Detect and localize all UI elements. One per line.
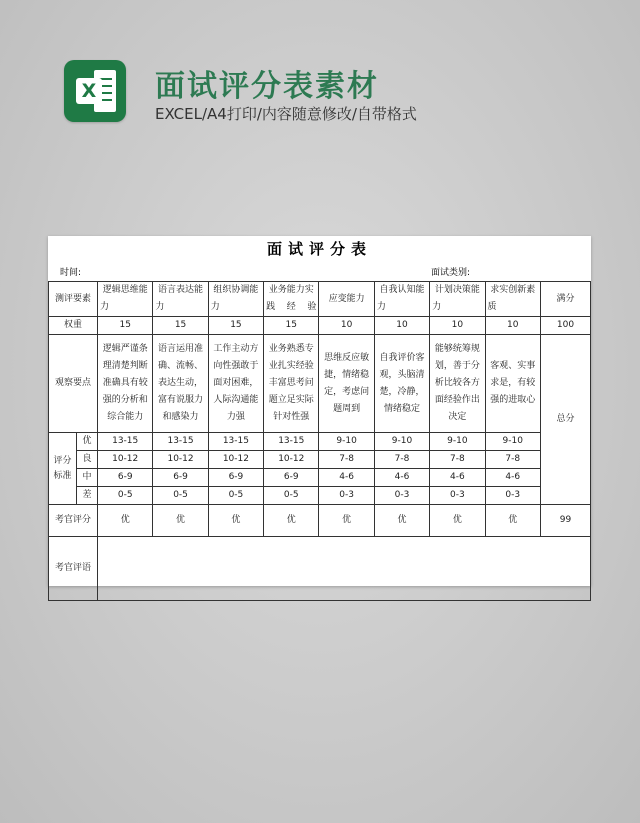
spreadsheet-preview bbox=[48, 236, 591, 586]
grade-range-cell: 9-10 bbox=[430, 433, 485, 451]
observation-cell: 客观、实事求是，有较强的进取心 bbox=[485, 335, 540, 433]
grade-range-cell: 6-9 bbox=[98, 469, 153, 487]
grade-range-cell: 7-8 bbox=[485, 451, 540, 469]
grade-row bbox=[49, 487, 591, 505]
grade-range-cell: 0-5 bbox=[153, 487, 208, 505]
observation-cell: 业务熟悉专业扎实经验丰富思考问题立足实际针对性强 bbox=[264, 335, 319, 433]
sheet-title: 面试评分表 bbox=[266, 240, 372, 258]
factor-cell: 计划决策能 力 bbox=[430, 282, 485, 317]
excel-letter: X bbox=[76, 78, 102, 104]
grade-range-cell: 10-12 bbox=[98, 451, 153, 469]
grade-range-cell: 10-12 bbox=[153, 451, 208, 469]
factor-cell: 语言表达能 力 bbox=[153, 282, 208, 317]
score-table bbox=[48, 281, 591, 601]
grade-range-cell: 0-3 bbox=[319, 487, 374, 505]
grade-range-cell: 7-8 bbox=[319, 451, 374, 469]
full-score-label: 满分 bbox=[541, 282, 591, 317]
grade-range-cell: 13-15 bbox=[264, 433, 319, 451]
grade-range-cell: 7-8 bbox=[374, 451, 429, 469]
page-subtitle: EXCEL/A4打印/内容随意修改/自带格式 bbox=[155, 105, 417, 123]
grade-range-cell: 7-8 bbox=[430, 451, 485, 469]
grade-range-cell: 0-3 bbox=[430, 487, 485, 505]
total-label: 总分 bbox=[541, 335, 591, 505]
grade-range-cell: 13-15 bbox=[153, 433, 208, 451]
score-standard-label: 评分 标准 bbox=[49, 433, 77, 505]
weight-cell: 10 bbox=[374, 317, 429, 335]
examiner-score-cell[interactable]: 优 bbox=[208, 505, 263, 537]
factors-label: 测评要素 bbox=[49, 282, 98, 317]
grade-range-cell: 9-10 bbox=[485, 433, 540, 451]
factor-cell: 应变能力 bbox=[319, 282, 374, 317]
grade-range-cell: 4-6 bbox=[485, 469, 540, 487]
full-score-value: 100 bbox=[541, 317, 591, 335]
grade-row bbox=[49, 451, 591, 469]
observation-row bbox=[49, 335, 591, 433]
weight-cell: 10 bbox=[430, 317, 485, 335]
weight-cell: 15 bbox=[208, 317, 263, 335]
grade-label: 良 bbox=[77, 451, 98, 469]
observation-label: 观察要点 bbox=[49, 335, 98, 433]
grade-range-cell: 10-12 bbox=[208, 451, 263, 469]
weight-cell: 15 bbox=[153, 317, 208, 335]
examiner-score-cell[interactable]: 优 bbox=[374, 505, 429, 537]
observation-cell: 逻辑严谨条理清楚判断准确具有较强的分析和综合能力 bbox=[98, 335, 153, 433]
factor-cell: 自我认知能 力 bbox=[374, 282, 429, 317]
factor-cell: 求实创新素 质 bbox=[485, 282, 540, 317]
grade-row bbox=[49, 469, 591, 487]
grade-range-cell: 4-6 bbox=[430, 469, 485, 487]
observation-cell: 思维反应敏捷，情绪稳定，考虑问题周到 bbox=[319, 335, 374, 433]
grade-range-cell: 0-5 bbox=[98, 487, 153, 505]
weight-cell: 10 bbox=[485, 317, 540, 335]
grade-range-cell: 13-15 bbox=[98, 433, 153, 451]
excel-icon bbox=[64, 60, 126, 122]
grade-range-cell: 0-5 bbox=[208, 487, 263, 505]
examiner-score-cell[interactable]: 优 bbox=[98, 505, 153, 537]
grade-range-cell: 4-6 bbox=[374, 469, 429, 487]
grade-range-cell: 4-6 bbox=[319, 469, 374, 487]
observation-cell: 工作主动方向性强敢于面对困难，人际沟通能力强 bbox=[208, 335, 263, 433]
examiner-score-cell[interactable]: 优 bbox=[485, 505, 540, 537]
grade-range-cell: 6-9 bbox=[264, 469, 319, 487]
grade-range-cell: 6-9 bbox=[153, 469, 208, 487]
grade-label: 优 bbox=[77, 433, 98, 451]
examiner-comment-label: 考官评语 bbox=[49, 537, 98, 601]
examiner-score-row bbox=[49, 505, 591, 537]
grade-range-cell: 0-3 bbox=[374, 487, 429, 505]
weight-row bbox=[49, 317, 591, 335]
observation-cell: 自我评价客观，头脑清楚，冷静，情绪稳定 bbox=[374, 335, 429, 433]
factor-cell: 组织协调能 力 bbox=[208, 282, 263, 317]
examiner-score-cell[interactable]: 优 bbox=[319, 505, 374, 537]
grade-label: 中 bbox=[77, 469, 98, 487]
grade-range-cell: 10-12 bbox=[264, 451, 319, 469]
time-label: 时间: bbox=[60, 268, 82, 278]
grade-range-cell: 0-3 bbox=[485, 487, 540, 505]
grade-range-cell: 9-10 bbox=[319, 433, 374, 451]
grade-label: 差 bbox=[77, 487, 98, 505]
examiner-comment-field[interactable] bbox=[98, 537, 591, 601]
total-score-value[interactable]: 99 bbox=[541, 505, 591, 537]
observation-cell: 能够统筹规划，善于分析比较各方面经验作出决定 bbox=[430, 335, 485, 433]
grade-row bbox=[49, 433, 591, 451]
factor-cell: 逻辑思维能 力 bbox=[98, 282, 153, 317]
observation-cell: 语言运用准确、流畅、表达生动，富有说服力和感染力 bbox=[153, 335, 208, 433]
examiner-score-cell[interactable]: 优 bbox=[264, 505, 319, 537]
grade-range-cell: 0-5 bbox=[264, 487, 319, 505]
weight-label: 权重 bbox=[49, 317, 98, 335]
weight-cell: 15 bbox=[98, 317, 153, 335]
grade-range-cell: 9-10 bbox=[374, 433, 429, 451]
factor-cell: 业务能力实践经验 bbox=[264, 282, 319, 317]
factors-row bbox=[49, 282, 591, 317]
weight-cell: 10 bbox=[319, 317, 374, 335]
examiner-score-cell[interactable]: 优 bbox=[153, 505, 208, 537]
page-title: 面试评分表素材 bbox=[155, 69, 379, 104]
weight-cell: 15 bbox=[264, 317, 319, 335]
grade-range-cell: 13-15 bbox=[208, 433, 263, 451]
examiner-score-label: 考官评分 bbox=[49, 505, 98, 537]
examiner-comment-row bbox=[49, 537, 591, 601]
category-label: 面试类别: bbox=[431, 268, 471, 278]
examiner-score-cell[interactable]: 优 bbox=[430, 505, 485, 537]
grade-range-cell: 6-9 bbox=[208, 469, 263, 487]
